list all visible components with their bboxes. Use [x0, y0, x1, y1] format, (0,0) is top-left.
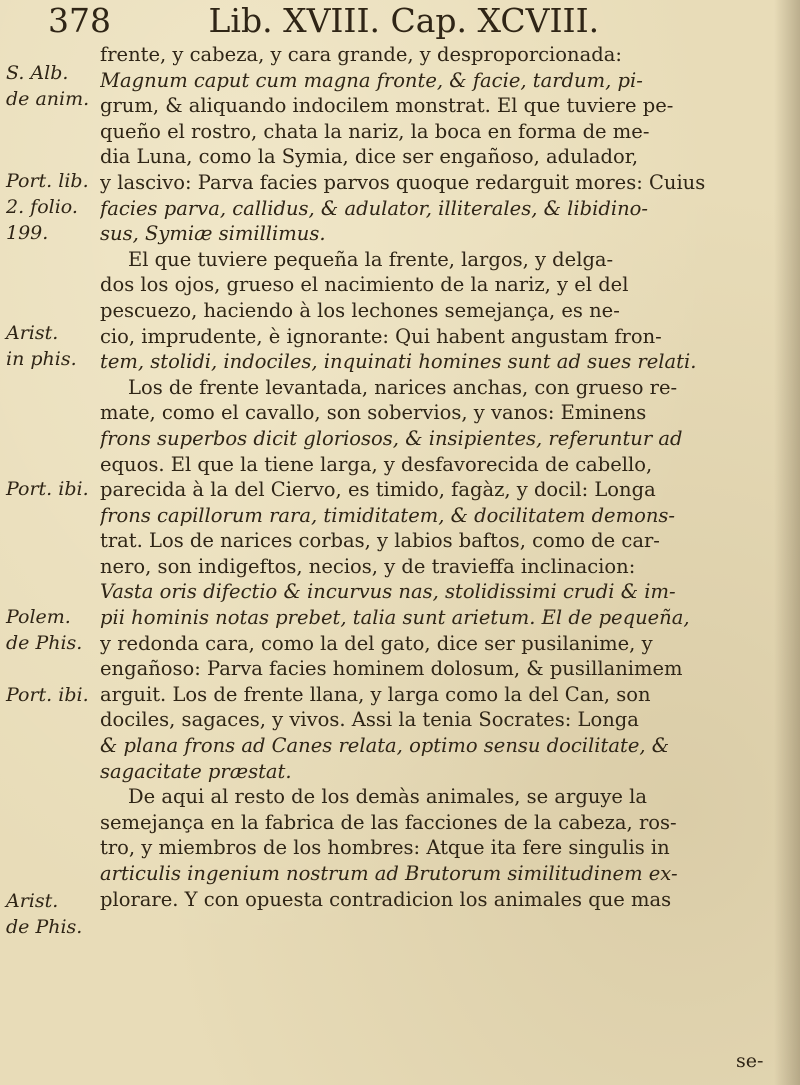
text-line: mate, como el cavallo, son sobervios, y vanos: Eminens: [100, 401, 647, 425]
text-line: & plana frons ad Canes relata, optimo sensu docilitate, &: [100, 734, 670, 758]
text-line: frons capillorum rara, timiditatem, & docilitatem demons-: [100, 503, 675, 527]
page-number: 378: [48, 1, 111, 40]
text-line: pescuezo, haciendo à los lechones semejança, es ne-: [100, 298, 620, 322]
text-line: dia Luna, como la Symia, dice ser engañoso, adulador,: [100, 145, 639, 169]
text-line: Los de frente levantada, narices anchas, con grueso re-: [128, 375, 678, 399]
margin-note: Port. ibi.: [6, 478, 89, 500]
text-line: El que tuviere pequeña la frente, largos, y delga-: [128, 247, 614, 271]
text-line: nero, son indigeftos, necios, y de travieffa inclinacion:: [100, 554, 636, 578]
text-line: frente, y cabeza, y cara grande, y desproporcionada:: [100, 43, 622, 66]
margin-note: 199.: [6, 222, 49, 244]
text-line: facies parva, callidus, & adulator, illiterales, & libidino-: [100, 196, 648, 220]
text-line: y lascivo: Parva facies parvos quoque redarguit mores: Cuius: [100, 170, 706, 194]
margin-note: de anim.: [6, 88, 90, 110]
text-line: De aqui al resto de los demàs animales, se arguye la: [128, 785, 647, 809]
margin-note: de Phis.: [6, 632, 83, 654]
text-line: arguit. Los de frente llana, y larga como la del Can, son: [100, 682, 651, 706]
margin-note: in phis.: [6, 348, 77, 370]
body-text: [100, 42, 760, 912]
margin-notes: [6, 0, 104, 1085]
text-line: tro, y miembros de los hombres: Atque ita fere singulis in: [100, 836, 670, 860]
text-line: engañoso: Parva facies hominem dolosum, & pusillanimem: [100, 657, 683, 681]
text-line: parecida à la del Ciervo, es timido, fagàz, y docil: Longa: [100, 478, 656, 502]
text-line: dociles, sagaces, y vivos. Assi la tenia Socrates: Longa: [100, 708, 639, 732]
running-title: Lib. XVIII. Cap. XCVIII.: [208, 1, 600, 40]
page-edge-shadow: [774, 0, 800, 1085]
margin-note: Arist.: [6, 890, 59, 912]
text-line: Magnum caput cum magna fronte, & facie, tardum, pi-: [100, 68, 643, 92]
text-line: plorare. Y con opuesta contradicion los animales que mas: [100, 887, 672, 911]
text-line: frons superbos dicit gloriosos, & insipientes, referuntur ad: [100, 426, 683, 450]
text-line: cio, imprudente, è ignorante: Qui habent angustam fron-: [100, 324, 662, 348]
margin-note: Port. lib.: [6, 170, 89, 192]
margin-note: Port. ibi.: [6, 684, 89, 706]
text-line: pii hominis notas prebet, talia sunt arietum. El de pequeña,: [100, 606, 690, 630]
margin-note: Arist.: [6, 322, 59, 344]
text-line: trat. Los de narices corbas, y labios baftos, como de car-: [100, 529, 660, 553]
margin-note: S. Alb.: [6, 62, 69, 84]
text-line: tem, stolidi, indociles, inquinati homines sunt ad sues relati.: [100, 350, 697, 374]
text-line: articulis ingenium nostrum ad Brutorum similitudinem ex-: [100, 862, 678, 885]
margin-note: de Phis.: [6, 916, 83, 938]
text-line: equos. El que la tiene larga, y desfavorecida de cabello,: [100, 452, 653, 476]
text-line: queño el rostro, chata la nariz, la boca en forma de me-: [100, 119, 650, 143]
running-header: [48, 0, 748, 42]
margin-note: Polem.: [6, 606, 71, 628]
text-line: sus, Symiæ simillimus.: [100, 222, 326, 246]
text-line: y redonda cara, como la del gato, dice ser pusilanime, y: [100, 631, 653, 655]
text-line: Vasta oris difectio & incurvus nas, stolidissimi crudi & im-: [100, 580, 676, 604]
text-line: grum, & aliquando indocilem monstrat. El que tuviere pe-: [100, 94, 674, 118]
margin-note: 2. folio.: [6, 196, 78, 218]
text-line: semejança en la fabrica de las facciones de la cabeza, ros-: [100, 810, 677, 834]
text-line: dos los ojos, grueso el nacimiento de la nariz, y el del: [100, 273, 629, 297]
catchword: se-: [736, 1050, 764, 1072]
text-line: sagacitate præstat.: [100, 759, 292, 783]
